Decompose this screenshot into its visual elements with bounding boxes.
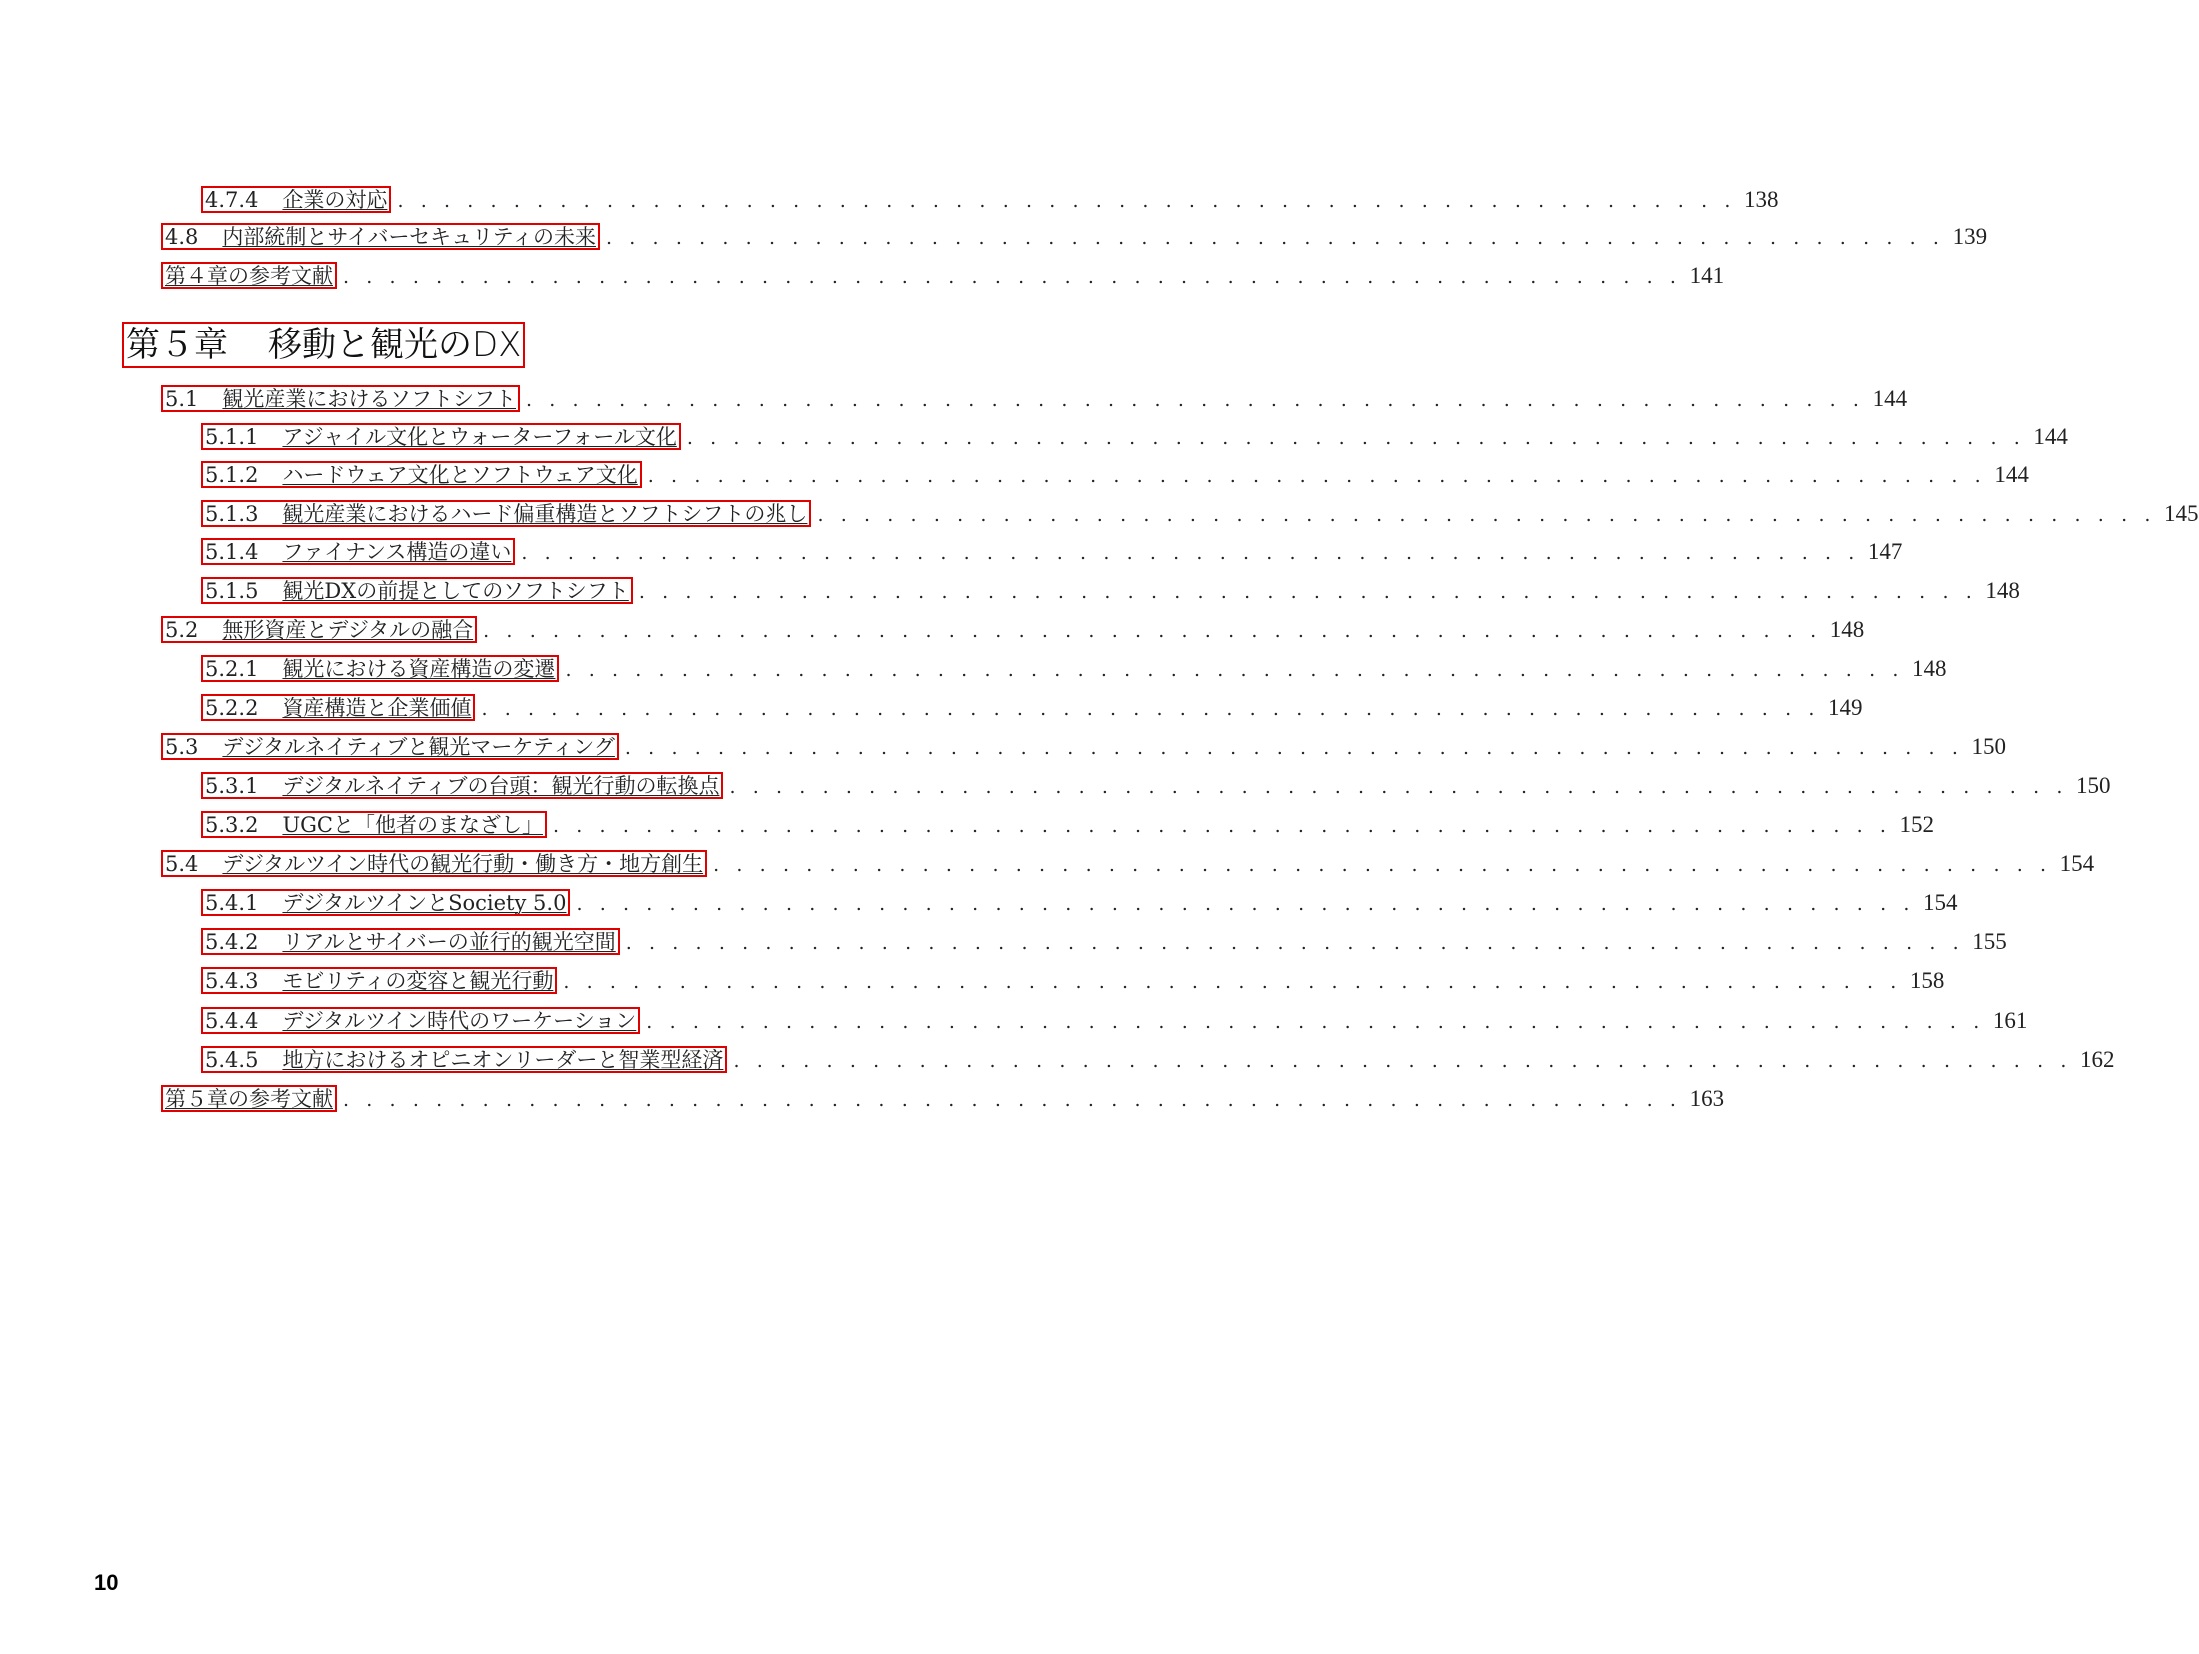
toc-entry-label[interactable] [203, 188, 389, 211]
section-number: 5.3.1 [205, 773, 259, 798]
dot-leader: . . . . . . . . . . . . . . . . . . . . . . . . . . . . . . . . . . . . . . . . . . . . . . . . . . . . . . . . . . [343, 265, 1682, 288]
toc-entry-5-4-5[interactable] [203, 1040, 2115, 1078]
toc-entry-label[interactable] [203, 502, 809, 525]
toc-entry-5-4-3[interactable] [203, 961, 1945, 999]
section-number: 5.1.1 [205, 424, 259, 449]
dot-leader: . . . . . . . . . . . . . . . . . . . . . . . . . . . . . . . . . . . . . . . . . . . . . . . . . . . . . . . . . . [483, 619, 1822, 642]
section-title: デジタルツインとSociety 5.0 [282, 890, 567, 915]
section-number: 5.3 [165, 734, 199, 759]
page-ref: 144 [2033, 423, 2068, 449]
dot-leader: . . . . . . . . . . . . . . . . . . . . . . . . . . . . . . . . . . . . . . . . . . . . . . . . . . . . . . . . . . [563, 970, 1902, 993]
section-number: 5.4.5 [205, 1047, 259, 1072]
dot-leader: . . . . . . . . . . . . . . . . . . . . . . . . . . . . . . . . . . . . . . . . . . . . . . . . . . . . . . . . . . [606, 226, 1945, 249]
section-number: 4.8 [165, 224, 199, 249]
toc-entry-label[interactable] [203, 1048, 725, 1071]
page-ref: 154 [2059, 850, 2095, 876]
page-ref: 163 [1689, 1085, 1725, 1111]
page-ref: 154 [1923, 889, 1958, 915]
page-ref: 148 [1985, 577, 2020, 603]
toc-entry-label[interactable] [163, 618, 475, 641]
section-number: 5.4 [165, 851, 199, 876]
toc-entry-label[interactable] [163, 735, 617, 758]
section-number: 5.2.1 [205, 656, 259, 681]
toc-entry-5-4-1[interactable] [203, 883, 1958, 921]
page-ref: 149 [1828, 694, 1863, 720]
page-ref: 148 [1912, 655, 1947, 681]
dot-leader: . . . . . . . . . . . . . . . . . . . . . . . . . . . . . . . . . . . . . . . . . . . . . . . . . . . . . . . . . . [729, 775, 2069, 798]
section-number: 5.1.5 [205, 578, 259, 603]
chapter-title: 移動と観光のDX [268, 325, 522, 365]
section-title: 第５章の参考文献 [165, 1086, 333, 1111]
dot-leader: . . . . . . . . . . . . . . . . . . . . . . . . . . . . . . . . . . . . . . . . . . . . . . . . . . . . . . . . . . [521, 541, 1860, 564]
toc-entry-5-4[interactable] [163, 844, 2095, 882]
toc-entry-label[interactable] [163, 1087, 335, 1110]
section-number: 5.1 [165, 386, 199, 411]
dot-leader: . . . . . . . . . . . . . . . . . . . . . . . . . . . . . . . . . . . . . . . . . . . . . . . . . . . . . . . . . . [343, 1088, 1682, 1111]
toc-entry-5-1-1[interactable] [203, 417, 2068, 455]
toc-entry-5-1-5[interactable] [203, 571, 2020, 609]
toc-entry-label[interactable] [163, 852, 705, 875]
section-number: 5.4.3 [205, 968, 259, 993]
dot-leader: . . . . . . . . . . . . . . . . . . . . . . . . . . . . . . . . . . . . . . . . . . . . . . . . . . . . . . . . . . [481, 697, 1820, 720]
section-title: デジタルツイン時代の観光行動・働き方・地方創生 [222, 851, 704, 876]
toc-entry-label[interactable] [163, 225, 598, 248]
toc-entry-label[interactable] [203, 657, 557, 680]
dot-leader: . . . . . . . . . . . . . . . . . . . . . . . . . . . . . . . . . . . . . . . . . . . . . . . . . . . . . . . . . . [647, 464, 1987, 487]
page-ref: 158 [1909, 967, 1945, 993]
toc-entry-5-3[interactable] [163, 727, 2006, 765]
dot-leader: . . . . . . . . . . . . . . . . . . . . . . . . . . . . . . . . . . . . . . . . . . . . . . . . . . . . . . . . . . [552, 814, 1892, 837]
section-title: 第４章の参考文献 [165, 263, 333, 288]
dot-leader: . . . . . . . . . . . . . . . . . . . . . . . . . . . . . . . . . . . . . . . . . . . . . . . . . . . . . . . . . . [733, 1049, 2072, 1072]
toc-entry-label[interactable] [203, 540, 513, 563]
toc-entry-5-2[interactable] [163, 610, 1865, 648]
toc-entry-label[interactable] [203, 696, 473, 719]
section-title: 内部統制とサイバーセキュリティの未来 [222, 224, 596, 249]
toc-entry-label[interactable] [203, 425, 679, 448]
section-title: 企業の対応 [282, 187, 388, 212]
page-ref: 150 [1971, 733, 2006, 759]
section-number: 5.2.2 [205, 695, 259, 720]
dot-leader: . . . . . . . . . . . . . . . . . . . . . . . . . . . . . . . . . . . . . . . . . . . . . . . . . . . . . . . . . . [713, 853, 2052, 876]
section-title: アジャイル文化とウォーターフォール文化 [282, 424, 677, 449]
section-title: デジタルネイティブと観光マーケティング [222, 734, 615, 759]
chapter-number: 第５章 [126, 325, 228, 365]
section-title: 観光における資産構造の変遷 [282, 656, 556, 681]
section-number: 5.4.1 [205, 890, 259, 915]
section-number: 5.1.4 [205, 539, 259, 564]
dot-leader: . . . . . . . . . . . . . . . . . . . . . . . . . . . . . . . . . . . . . . . . . . . . . . . . . . . . . . . . . . [638, 580, 1978, 603]
section-title: モビリティの変容と観光行動 [282, 968, 554, 993]
section-number: 5.2 [165, 617, 199, 642]
section-number: 5.1.2 [205, 462, 259, 487]
toc-entry-5-2-1[interactable] [203, 649, 1947, 687]
page-ref: 147 [1867, 538, 1903, 564]
section-title: ハードウェア文化とソフトウェア文化 [282, 462, 638, 487]
page-ref: 162 [2080, 1046, 2115, 1072]
chapter-heading[interactable] [124, 324, 523, 366]
dot-leader: . . . . . . . . . . . . . . . . . . . . . . . . . . . . . . . . . . . . . . . . . . . . . . . . . . . . . . . . . . [397, 189, 1736, 212]
toc-entry-label[interactable] [203, 969, 555, 992]
toc-entry-ch4-references[interactable] [163, 256, 1725, 294]
toc-entry-5-1[interactable] [163, 379, 1908, 417]
toc-entry-label[interactable] [203, 579, 631, 602]
toc-entry-5-1-4[interactable] [203, 532, 1903, 570]
toc-entry-5-4-4[interactable] [203, 1001, 2028, 1039]
dot-leader: . . . . . . . . . . . . . . . . . . . . . . . . . . . . . . . . . . . . . . . . . . . . . . . . . . . . . . . . . . [646, 1010, 1985, 1033]
section-title: 観光産業におけるハード偏重構造とソフトシフトの兆し [282, 501, 808, 526]
section-title: デジタルツイン時代のワーケーション [282, 1008, 637, 1033]
toc-entry-label[interactable] [203, 813, 545, 836]
section-title: 地方におけるオピニオンリーダーと智業型経済 [282, 1047, 724, 1072]
section-title: 資産構造と企業価値 [282, 695, 472, 720]
toc-entry-5-4-2[interactable] [203, 922, 2007, 960]
page-ref: 144 [1872, 385, 1908, 411]
page-ref: 141 [1689, 262, 1725, 288]
toc-entry-label[interactable] [203, 463, 640, 486]
section-title: ファイナンス構造の違い [282, 539, 512, 564]
section-title: 観光産業におけるソフトシフト [222, 386, 516, 411]
toc-entry-5-1-3[interactable] [203, 494, 2199, 532]
page-number: 10 [94, 1570, 119, 1595]
toc-entry-4-7-4[interactable] [203, 180, 1779, 218]
page-ref: 145 [2164, 500, 2199, 526]
section-number: 5.1.3 [205, 501, 259, 526]
section-number: 5.4.2 [205, 929, 259, 954]
page-ref: 150 [2076, 772, 2111, 798]
toc-entry-ch5-references[interactable] [163, 1079, 1725, 1117]
toc-entry-label[interactable] [163, 387, 518, 410]
toc-entry-label[interactable] [203, 930, 618, 953]
section-number: 4.7.4 [205, 187, 259, 212]
page-ref: 139 [1952, 223, 1988, 249]
page-ref: 148 [1829, 616, 1865, 642]
page-ref: 152 [1899, 811, 1935, 837]
dot-leader: . . . . . . . . . . . . . . . . . . . . . . . . . . . . . . . . . . . . . . . . . . . . . . . . . . . . . . . . . . [624, 736, 1964, 759]
section-title: 無形資産とデジタルの融合 [222, 617, 474, 642]
page-ref: 144 [1994, 461, 2029, 487]
toc-entry-5-3-1[interactable] [203, 766, 2111, 804]
toc-entry-label[interactable] [203, 774, 721, 797]
section-title: UGCと「他者のまなざし」 [282, 812, 543, 837]
toc-entry-5-1-2[interactable] [203, 455, 2029, 493]
page-ref: 155 [1972, 928, 2007, 954]
toc-entry-label[interactable] [203, 1009, 638, 1032]
toc-entry-label[interactable] [163, 264, 335, 287]
dot-leader: . . . . . . . . . . . . . . . . . . . . . . . . . . . . . . . . . . . . . . . . . . . . . . . . . . . . . . . . . . [625, 931, 1965, 954]
section-title: 観光DXの前提としてのソフトシフト [282, 578, 629, 603]
section-number: 5.4.4 [205, 1008, 259, 1033]
toc-entry-4-8[interactable] [163, 217, 1988, 255]
section-title: リアルとサイバーの並行的観光空間 [282, 929, 616, 954]
dot-leader: . . . . . . . . . . . . . . . . . . . . . . . . . . . . . . . . . . . . . . . . . . . . . . . . . . . . . . . . . . [817, 503, 2156, 526]
toc-entry-label[interactable] [203, 891, 568, 914]
dot-leader: . . . . . . . . . . . . . . . . . . . . . . . . . . . . . . . . . . . . . . . . . . . . . . . . . . . . . . . . . . [576, 892, 1915, 915]
dot-leader: . . . . . . . . . . . . . . . . . . . . . . . . . . . . . . . . . . . . . . . . . . . . . . . . . . . . . . . . . . [526, 388, 1865, 411]
dot-leader: . . . . . . . . . . . . . . . . . . . . . . . . . . . . . . . . . . . . . . . . . . . . . . . . . . . . . . . . . . [565, 658, 1904, 681]
toc-entry-5-2-2[interactable] [203, 688, 1863, 726]
page-ref: 138 [1744, 186, 1779, 212]
page-ref: 161 [1992, 1007, 2028, 1033]
dot-leader: . . . . . . . . . . . . . . . . . . . . . . . . . . . . . . . . . . . . . . . . . . . . . . . . . . . . . . . . . . [686, 426, 2026, 449]
toc-entry-5-3-2[interactable] [203, 805, 1935, 843]
section-number: 5.3.2 [205, 812, 259, 837]
section-title: デジタルネイティブの台頭：観光行動の転換点 [282, 773, 720, 798]
